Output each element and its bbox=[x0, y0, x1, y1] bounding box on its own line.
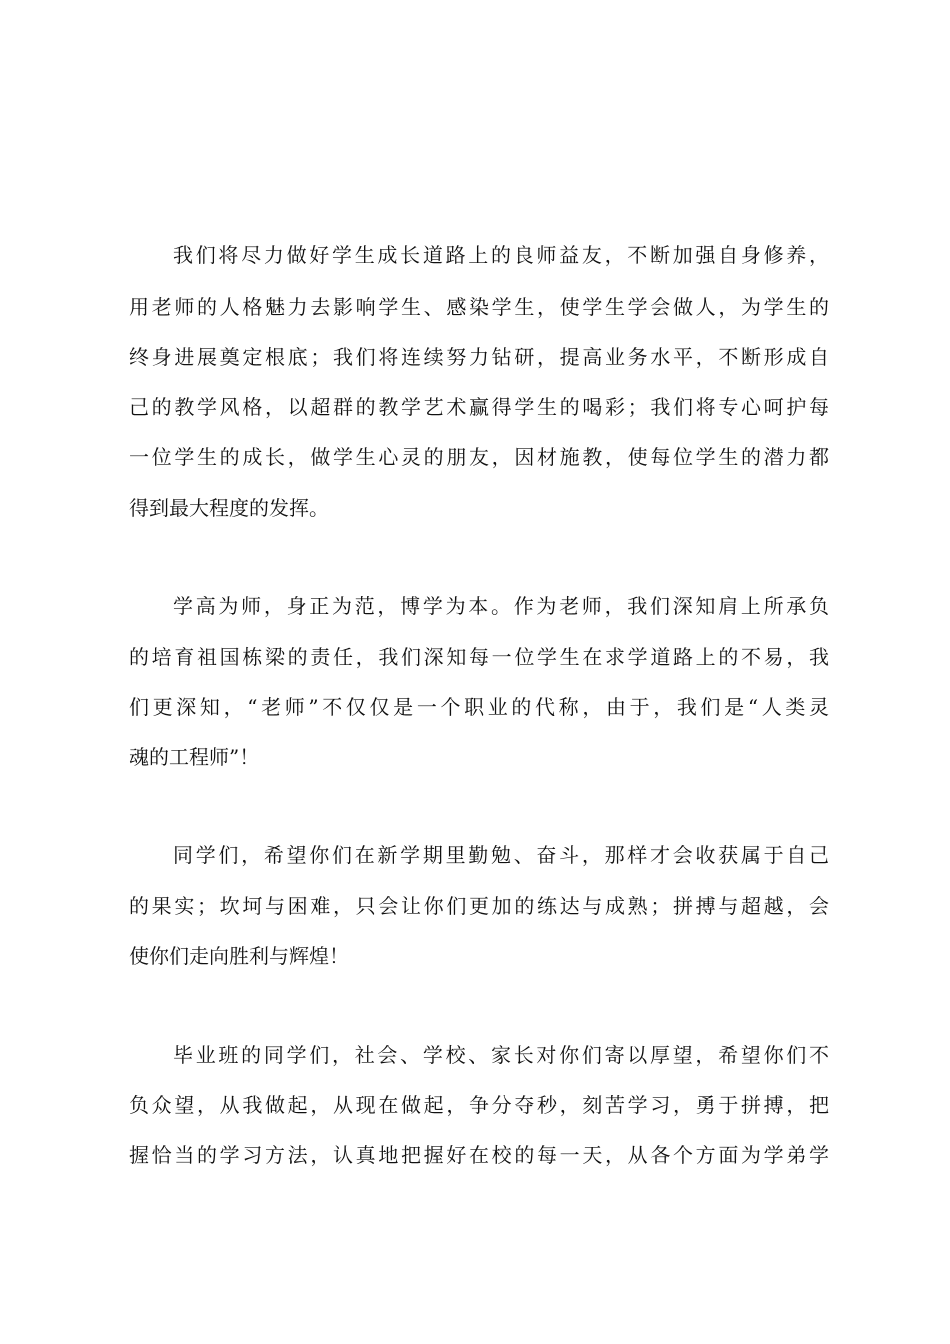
paragraph-line: 己的教学风格，以超群的教学艺术赢得学生的喝彩；我们将专心呵护每 bbox=[129, 395, 829, 419]
paragraph-line: 我们将尽力做好学生成长道路上的良师益友，不断加强自身修养， bbox=[173, 243, 829, 267]
paragraph-line: 负众望，从我做起，从现在做起，争分夺秒，刻苦学习，勇于拼搏，把 bbox=[129, 1093, 829, 1117]
paragraph-line: 一位学生的成长，做学生心灵的朋友，因材施教，使每位学生的潜力都 bbox=[129, 445, 829, 469]
paragraph-line: 同学们，希望你们在新学期里勤勉、奋斗，那样才会收获属于自己 bbox=[173, 843, 829, 867]
paragraph-line: 终身进展奠定根底；我们将连续努力钻研，提高业务水平，不断形成自 bbox=[129, 345, 829, 369]
paragraph-line: 得到最大程度的发挥。 bbox=[129, 496, 329, 520]
paragraph-line: 握恰当的学习方法，认真地把握好在校的每一天，从各个方面为学弟学 bbox=[129, 1143, 829, 1167]
paragraph-line: 的果实；坎坷与困难，只会让你们更加的练达与成熟；拼搏与超越，会 bbox=[129, 894, 829, 918]
paragraph-line: 的培育祖国栋梁的责任，我们深知每一位学生在求学道路上的不易，我 bbox=[129, 645, 829, 669]
paragraph-line: 用老师的人格魅力去影响学生、感染学生，使学生学会做人，为学生的 bbox=[129, 295, 829, 319]
paragraph-line: 魂的工程师”！ bbox=[129, 745, 260, 769]
paragraph-line: 学高为师，身正为范，博学为本。作为老师，我们深知肩上所承负 bbox=[173, 594, 829, 618]
paragraph-line: 们更深知，“老师”不仅仅是一个职业的代称，由于，我们是“人类灵 bbox=[129, 695, 829, 719]
paragraph-line: 使你们走向胜利与辉煌！ bbox=[129, 944, 349, 968]
paragraph-line: 毕业班的同学们，社会、学校、家长对你们寄以厚望，希望你们不 bbox=[173, 1043, 829, 1067]
